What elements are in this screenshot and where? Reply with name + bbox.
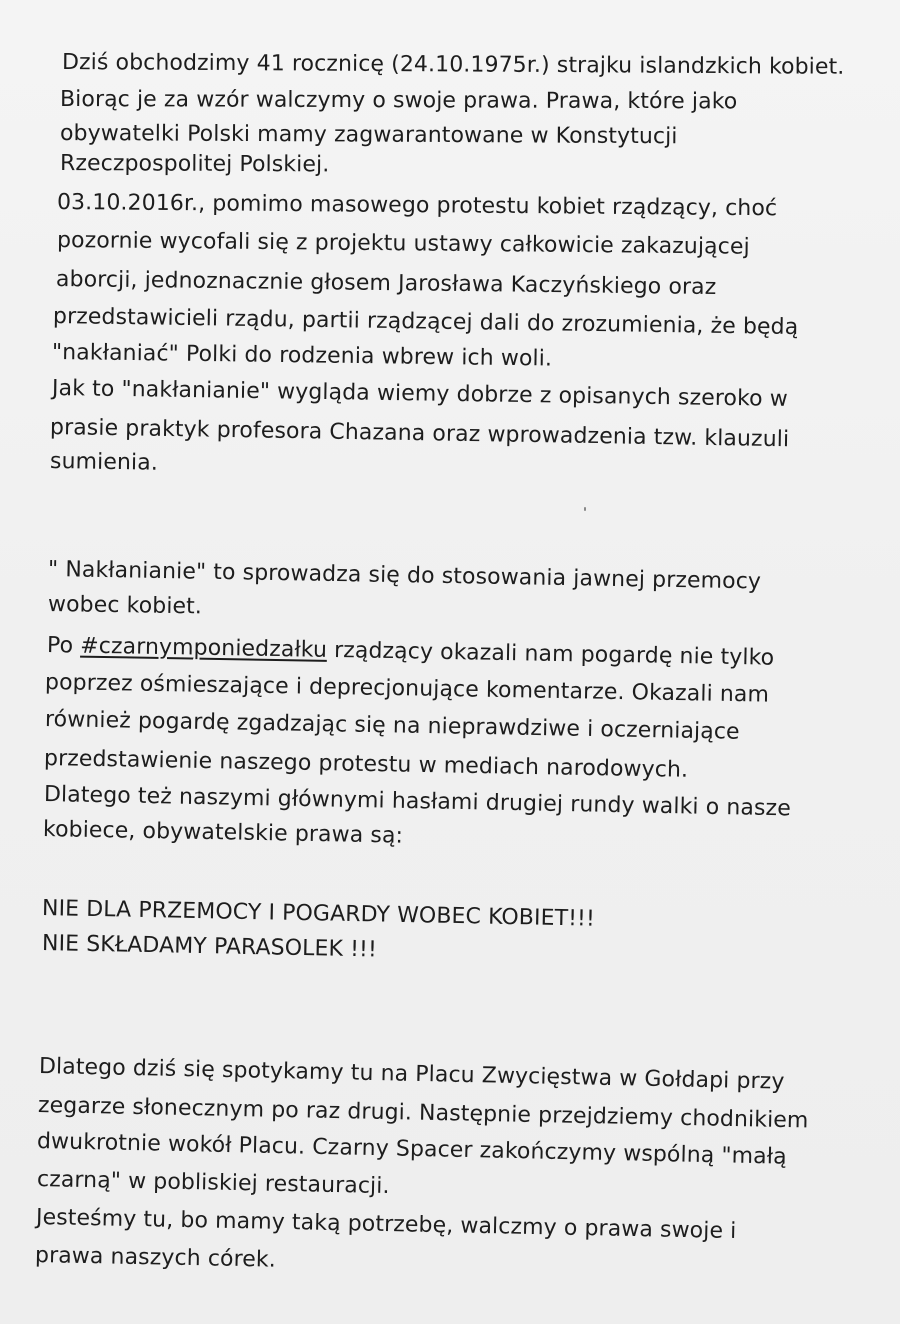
text-fragment: Po bbox=[46, 633, 81, 659]
text-line: kobiece, obywatelskie prawa są: bbox=[42, 817, 404, 849]
text-line: przedstawienie naszego protestu w mediach narodowych. bbox=[43, 746, 689, 783]
text-line: sumienia. bbox=[49, 449, 159, 476]
text-line: dwukrotnie wokół Placu. Czarny Spacer zakończymy wspólną "małą bbox=[36, 1129, 787, 1170]
text-line: Biorąc je za wzór walczymy o swoje prawa. Prawa, które jako bbox=[59, 87, 738, 115]
text-line: również pogardę zgadzając się na nieprawdziwe i oczerniające bbox=[44, 707, 740, 745]
text-line: zegarze słonecznym po raz drugi. Następnie przejdziemy chodnikiem bbox=[37, 1093, 809, 1134]
paper-speck bbox=[584, 507, 586, 511]
text-line: poprzez ośmieszające i deprecjonujące komentarze. Okazali nam bbox=[44, 670, 770, 708]
text-line: wobec kobiet. bbox=[47, 592, 203, 620]
text-line: prasie praktyk profesora Chazana oraz wprowadzenia tzw. klauzuli bbox=[49, 415, 790, 453]
text-line: Dziś obchodzimy 41 rocznicę (24.10.1975r.) strajku islandzkich kobiet. bbox=[61, 50, 845, 80]
text-line-with-hashtag bbox=[47, 632, 775, 673]
slogan: NIE SKŁADAMY PARASOLEK !!! bbox=[41, 931, 378, 963]
text-line: pozornie wycofali się z projektu ustawy całkowicie zakazującej bbox=[56, 228, 750, 260]
text-line: Jak to "nakłanianie" wygląda wiemy dobrze z opisanych szeroko w bbox=[51, 376, 789, 412]
text-line: Dlatego dziś się spotykamy tu na Placu Zwycięstwa w Gołdapi przy bbox=[38, 1054, 785, 1095]
text-line: przedstawicieli rządu, partii rządzącej dali do zrozumienia, że będą bbox=[52, 304, 799, 341]
slogan: NIE DLA PRZEMOCY I POGARDY WOBEC KOBIET!!! bbox=[41, 896, 596, 932]
text-line: "nakłaniać" Polki do rodzenia wbrew ich woli. bbox=[51, 340, 553, 372]
text-line: obywatelki Polski mamy zagwarantowane w Konstytucji bbox=[59, 121, 678, 150]
text-fragment: rządzący okazali nam pogardę nie tylko bbox=[326, 637, 775, 671]
text-line: prawa naszych córek. bbox=[34, 1243, 277, 1273]
hashtag-link[interactable]: #czarnymponiedzałku bbox=[80, 633, 328, 663]
text-line: " Nakłanianie" to sprowadza się do stosowania jawnej przemocy bbox=[47, 557, 762, 595]
text-line: czarną" w pobliskiej restauracji. bbox=[36, 1167, 390, 1200]
text-line: Rzeczpospolitej Polskiej. bbox=[59, 151, 330, 178]
text-line: 03.10.2016r., pomimo masowego protestu kobiet rządzący, choć bbox=[56, 190, 778, 222]
text-line: Dlatego też naszymi głównymi hasłami drugiej rundy walki o nasze bbox=[43, 782, 792, 822]
text-line: Jesteśmy tu, bo mamy taką potrzebę, walczmy o prawa swoje i bbox=[35, 1205, 737, 1245]
text-line: aborcji, jednoznacznie głosem Jarosława Kaczyńskiego oraz bbox=[55, 267, 717, 301]
